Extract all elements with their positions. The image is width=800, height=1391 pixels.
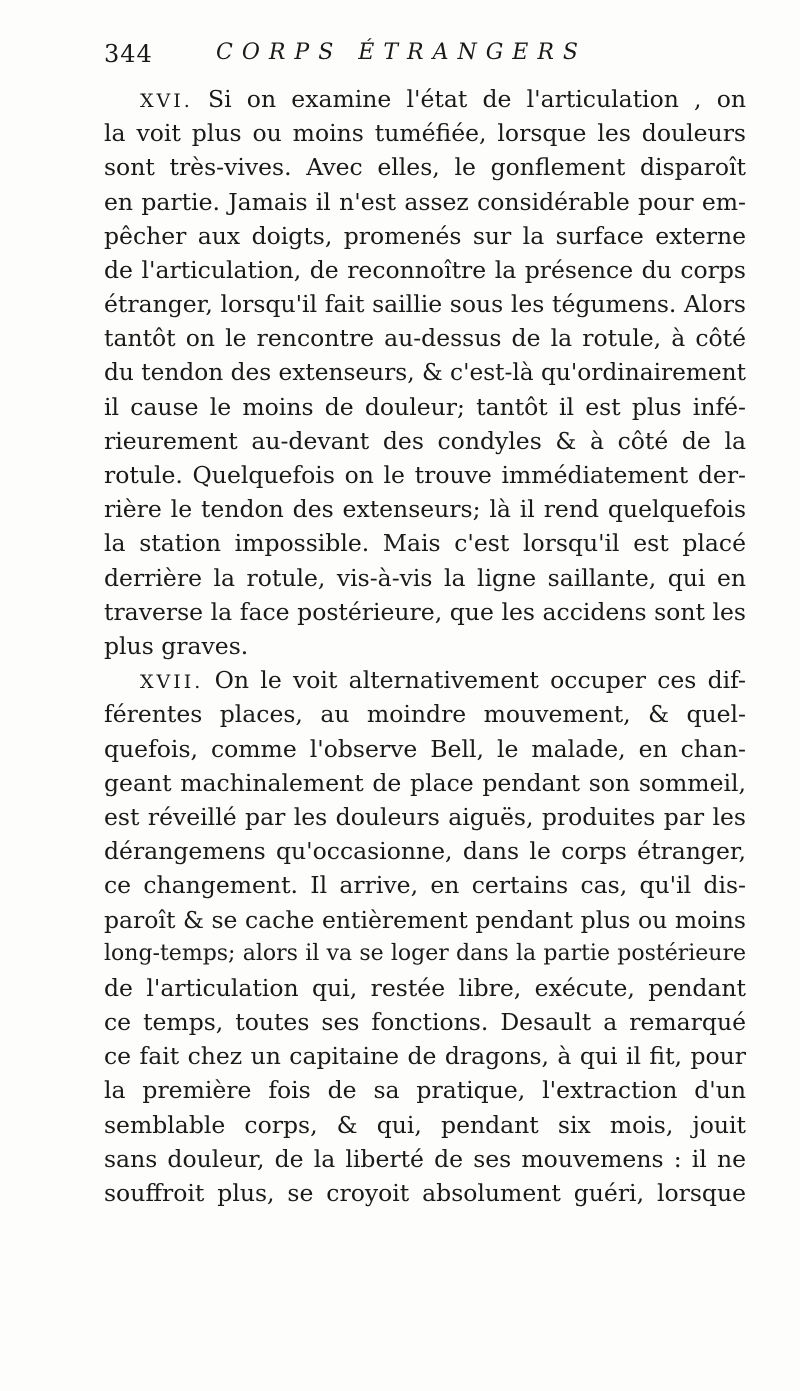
text-line: ce changement. Il arrive, en certains cas, qu'il dis- xyxy=(104,871,746,900)
text-line: rieurement au-devant des condyles & à côté de la xyxy=(104,426,746,455)
text-line: dérangemens qu'occasionne, dans le corps étranger, xyxy=(104,837,746,866)
text-line: traverse la face postérieure, que les accidens sont les xyxy=(104,597,746,626)
text-line: la station impossible. Mais c'est lorsqu'il est placé xyxy=(104,529,746,558)
text-line: paroît & se cache entièrement pendant plus ou moins xyxy=(104,905,746,934)
text-line: long-temps; alors il va se loger dans la partie postérieure xyxy=(104,940,746,966)
text-line: XVII. On le voit alternativement occuper ces dif- xyxy=(140,666,746,695)
text-line: plus graves. xyxy=(104,632,249,660)
text-line: sont très-vives. Avec elles, le gonflement disparoît xyxy=(104,153,746,182)
text-line: il cause le moins de douleur; tantôt il est plus infé- xyxy=(104,392,746,421)
text-line: est réveillé par les douleurs aiguës, produites par les xyxy=(104,802,746,831)
text-line: étranger, lorsqu'il fait saillie sous les tégumens. Alors xyxy=(104,290,746,319)
page-header xyxy=(104,40,744,80)
text-line: souffroit plus, se croyoit absolument guéri, lorsque xyxy=(104,1179,746,1207)
text-line: ce temps, toutes ses fonctions. Desault a remarqué xyxy=(104,1008,746,1037)
text-line: quefois, comme l'observe Bell, le malade, en chan- xyxy=(104,734,746,763)
section-number: XVII. xyxy=(140,671,204,694)
body-text xyxy=(104,82,746,1210)
text-line: tantôt on le rencontre au-dessus de la rotule, à côté xyxy=(104,324,746,353)
text-line: de l'articulation qui, restée libre, exécute, pendant xyxy=(104,973,746,1002)
text-line: de l'articulation, de reconnoître la présence du corps xyxy=(104,255,746,284)
text-line: en partie. Jamais il n'est assez considérable pour em- xyxy=(104,187,746,216)
text-line: du tendon des extenseurs, & c'est-là qu'ordinairement xyxy=(104,358,746,386)
text-line: sans douleur, de la liberté de ses mouvemens : il ne xyxy=(104,1144,746,1173)
text-line: derrière la rotule, vis-à-vis la ligne saillante, qui en xyxy=(104,563,746,592)
running-head: CORPS ÉTRANGERS xyxy=(216,40,588,65)
page-number: 344 xyxy=(104,40,153,68)
text-line: férentes places, au moindre mouvement, & quel- xyxy=(104,700,746,729)
text-line: semblable corps, & qui, pendant six mois, jouit xyxy=(104,1110,746,1139)
text-line: la première fois de sa pratique, l'extraction d'un xyxy=(104,1076,746,1105)
text-line: pêcher aux doigts, promenés sur la surface externe xyxy=(104,221,746,250)
text-line: rière le tendon des extenseurs; là il rend quelquefois xyxy=(104,495,746,524)
text-line: la voit plus ou moins tuméfiée, lorsque les douleurs xyxy=(104,119,746,148)
text-line: rotule. Quelquefois on le trouve immédiatement der- xyxy=(104,461,746,490)
text-line: geant machinalement de place pendant son sommeil, xyxy=(104,768,746,797)
section-number: XVI. xyxy=(140,90,193,112)
text-line: ce fait chez un capitaine de dragons, à qui il fit, pour xyxy=(104,1042,746,1071)
text-line: XVI. Si on examine l'état de l'articulation , on xyxy=(140,85,746,113)
